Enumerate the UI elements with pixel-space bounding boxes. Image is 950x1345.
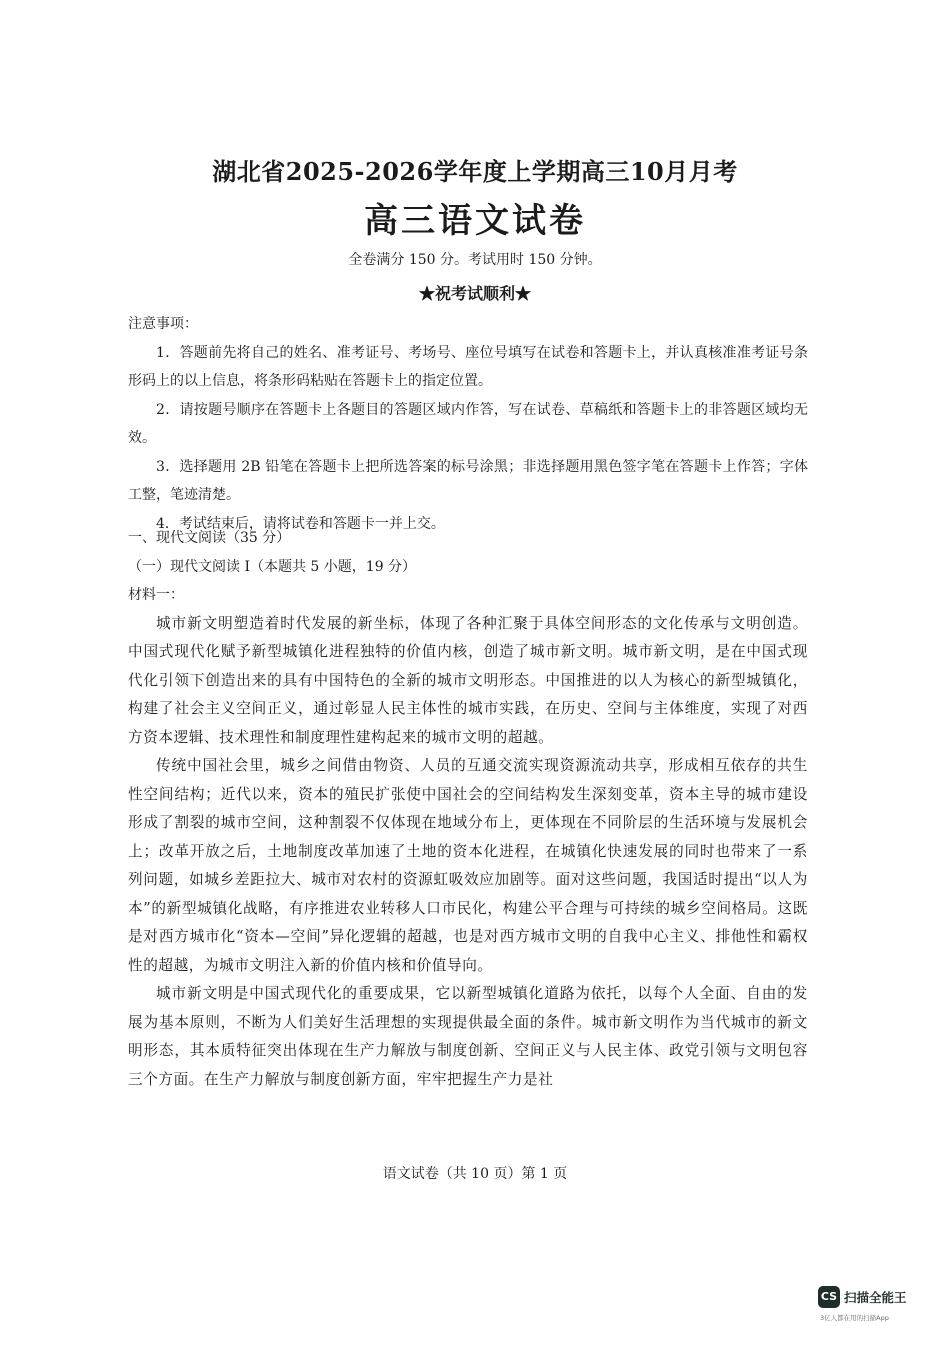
sub-heading: （一）现代文阅读 I（本题共 5 小题，19 分）	[128, 558, 417, 575]
scanner-app-name: 扫描全能王	[844, 1290, 907, 1305]
scanner-tagline: 3亿人都在用的扫描App	[820, 1314, 889, 1322]
notice-item: 4．考试结束后，请将试卷和答题卡一并上交。	[156, 515, 445, 532]
score-note: 全卷满分 150 分。考试用时 150 分钟。	[348, 252, 602, 268]
notice-item: 3．选择题用 2B 铅笔在答题卡上把所选答案的标号涂黑；非选择题用黑色签字笔在答题卡上作答；字体工整，笔迹清楚。	[128, 458, 808, 503]
reading-section	[128, 524, 808, 1094]
article-paragraph: 传统中国社会里，城乡之间借由物资、人员的互通交流实现资源流动共享，形成相互依存的共生性空间结构；近代以来，资本的殖民扩张使中国社会的空间结构发生深刻变革，资本主导的城市建设形成了割裂的城市空间，这种割裂不仅体现在地域分布上，更体现在不同阶层的生活环境与发展机会上；改革开放之后，土地制度改革加速了土地的资本化进程，在城镇化快速发展的同时也带来了一系列问题，如城乡差距拉大、城市对农村的资源虹吸效应加剧等。面对这些问题，我国适时提出“以人为本”的新型城镇化战略，有序推进农业转移人口市民化，构建公平合理与可持续的城乡空间格局。这既是对西方城市化“资本—空间”异化逻辑的超越，也是对西方城市文明的自我中心主义、排他性和霸权性的超越，为城市文明注入新的价值内核和价值导向。	[128, 757, 808, 974]
exam-title: 高三语文试卷	[364, 201, 586, 241]
article-paragraph: 城市新文明是中国式现代化的重要成果，它以新型城镇化道路为依托，以每个人全面、自由的发展为基本原则，不断为人们美好生活理想的实现提供最全面的条件。城市新文明作为当代城市的新文明形态，其本质特征突出体现在生产力解放与制度创新、空间正义与人民主体、政党引领与文明包容三个方面。在生产力解放与制度创新方面，牢牢把握生产力是社	[128, 985, 808, 1088]
article-paragraph: 城市新文明塑造着时代发展的新坐标，体现了各种汇聚于具体空间形态的文化传承与文明创造。中国式现代化赋予新型城镇化进程独特的价值内核，创造了城市新文明。城市新文明，是在中国式现代化引领下创造出来的具有中国特色的全新的城市文明形态。中国推进的以人为核心的新型城镇化，构建了社会主义空间正义，通过彰显人民主体性的城市实践，在历史、空间与主体维度，实现了对西方资本逻辑、技术理性和制度理性建构起来的城市文明的超越。	[128, 614, 808, 746]
scanner-watermark	[818, 1286, 938, 1330]
notice-section	[128, 310, 808, 538]
notice-item: 2．请按题号顺序在答题卡上各题目的答题区域内作答，写在试卷、草稿纸和答题卡上的非答题区域均无效。	[128, 401, 808, 446]
blessing-line: ★祝考试顺利★	[418, 284, 531, 303]
part-heading: 一、现代文阅读（35 分）	[128, 530, 291, 546]
page-footer: 语文试卷（共 10 页）第 1 页	[382, 1166, 568, 1182]
material-label: 材料一：	[128, 587, 184, 603]
scanner-logo-icon: CS	[818, 1286, 840, 1308]
notice-item: 1．答题前先将自己的姓名、准考证号、考场号、座位号填写在试卷和答题卡上，并认真核准准考证号条形码上的以上信息，将条形码粘贴在答题卡上的指定位置。	[128, 344, 808, 389]
notice-heading: 注意事项：	[128, 316, 198, 332]
exam-supertitle: 湖北省2025-2026学年度上学期高三10月月考	[212, 157, 738, 186]
